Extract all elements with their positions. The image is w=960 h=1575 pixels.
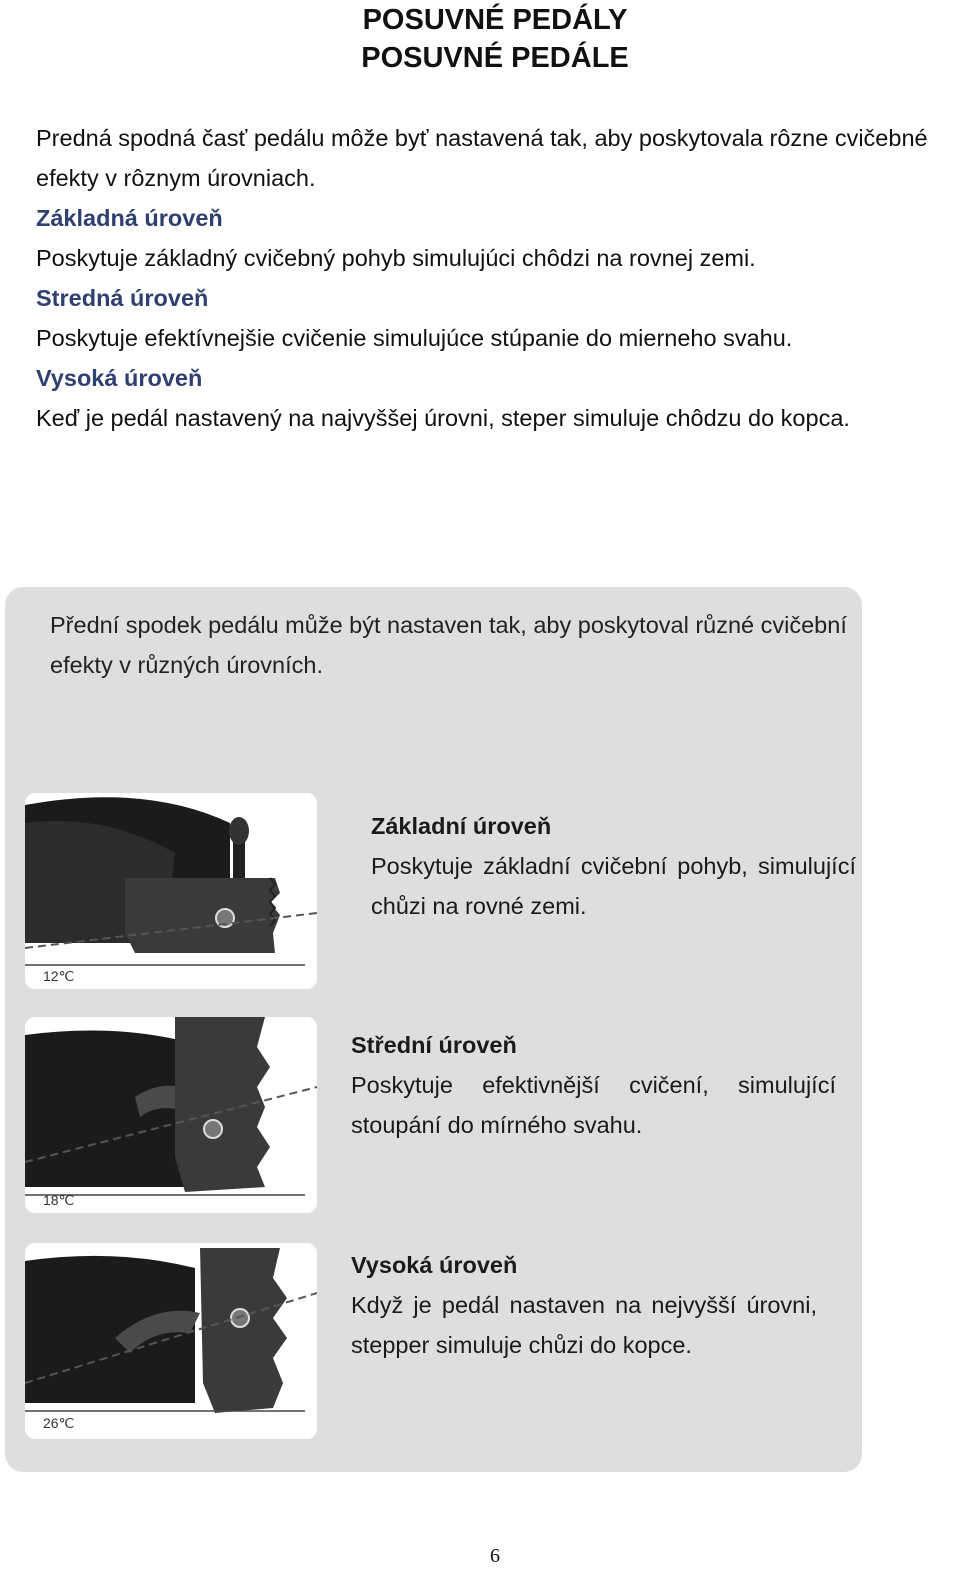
slovak-basic-text: Poskytuje základný cvičebný pohyb simulujúci chôdzi na rovnej zemi.: [36, 245, 756, 271]
czech-level-high: [351, 1245, 817, 1365]
pedal-image-basic: [25, 793, 317, 989]
angle-label-mid: 18℃: [43, 1192, 75, 1208]
czech-intro: [50, 605, 850, 685]
pedal-illustration-mid: [25, 1017, 317, 1213]
slovak-basic-heading: Základná úroveň: [36, 205, 223, 231]
slovak-intro: Predná spodná časť pedálu môže byť nastavená tak, aby poskytovala rôzne cvičebné efekty v rôznym úrovniach.: [36, 125, 928, 191]
czech-mid-text: Poskytuje efektivnější cvičení, simulující stoupání do mírného svahu.: [351, 1072, 836, 1138]
czech-high-heading: Vysoká úroveň: [351, 1252, 518, 1278]
czech-intro-text: Přední spodek pedálu může být nastaven tak, aby poskytoval různé cvičební efekty v různých úrovních.: [50, 612, 847, 678]
czech-basic-heading: Základní úroveň: [371, 813, 552, 839]
pedal-illustration-basic: [25, 793, 317, 989]
slovak-high-text: Keď je pedál nastavený na najvyššej úrovni, steper simuluje chôdzu do kopca.: [36, 405, 850, 431]
czech-level-basic: [371, 806, 856, 926]
pedal-image-mid: [25, 1017, 317, 1213]
slovak-mid-text: Poskytuje efektívnejšie cvičenie simulujúce stúpanie do mierneho svahu.: [36, 325, 793, 351]
slovak-mid-heading: Stredná úroveň: [36, 285, 209, 311]
czech-mid-heading: Střední úroveň: [351, 1032, 517, 1058]
slovak-high-heading: Vysoká úroveň: [36, 365, 203, 391]
pedal-illustration-high: [25, 1243, 317, 1439]
title-line-2: POSUVNÉ PEDÁLE: [361, 42, 629, 74]
angle-label-high: 26℃: [43, 1415, 75, 1431]
czech-high-text: Když je pedál nastaven na nejvyšší úrovni, stepper simuluje chůzi do kopce.: [351, 1292, 817, 1358]
page-number: 6: [490, 1545, 500, 1567]
czech-level-mid: [351, 1025, 836, 1145]
czech-basic-text: Poskytuje základní cvičební pohyb, simulující chůzi na rovné zemi.: [371, 853, 856, 919]
angle-label-basic: 12℃: [43, 968, 75, 984]
slovak-section: [36, 118, 946, 438]
title-line-1: POSUVNÉ PEDÁLY: [362, 4, 628, 36]
pedal-image-high: [25, 1243, 317, 1439]
